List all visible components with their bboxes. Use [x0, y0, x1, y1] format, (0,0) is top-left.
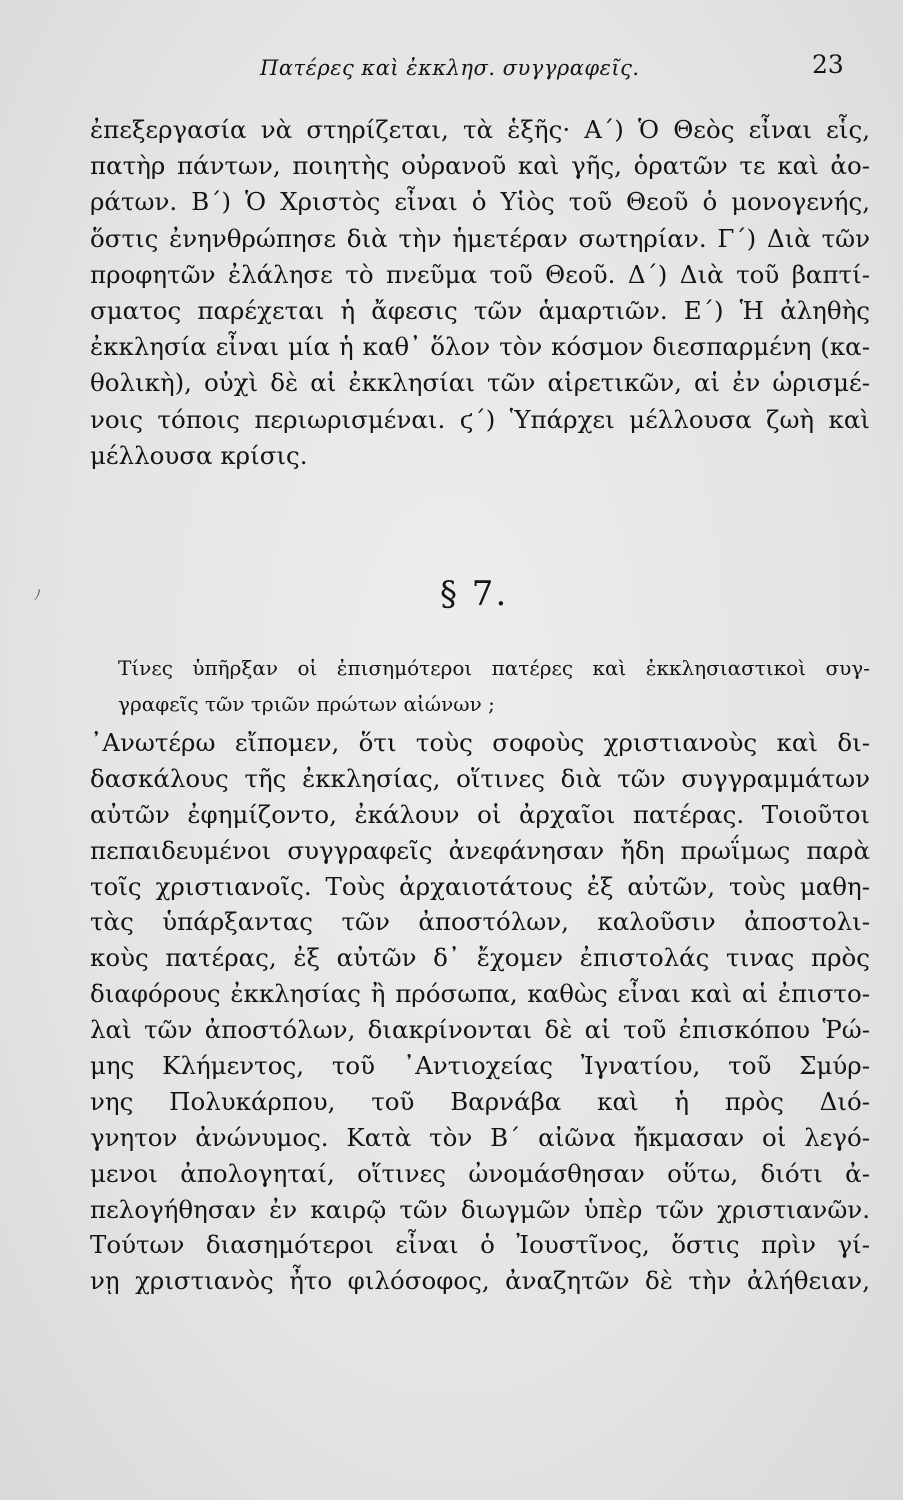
- page-header: [0, 50, 903, 90]
- text-line: νοις τόποις περιωρισμέναι. ϛ΄) Ὑπάρχει μέλλουσα ζωὴ καὶ: [90, 404, 870, 434]
- section-heading: § 7.: [440, 574, 509, 614]
- text-line: ἐπεξεργασία νὰ στηρίζεται, τὰ ἑξῆς· Α΄) Ὁ Θεὸς εἶναι εἷς,: [90, 115, 870, 144]
- text-line: μενοι ἀπολογηταί, οἵτινες ὠνομάσθησαν οὕτω, διότι ἀ-: [90, 1158, 870, 1188]
- text-line: θολικὴ), οὐχὶ δὲ αἱ ἐκκλησίαι τῶν αἱρετικῶν, αἱ ἐν ὡρισμέ-: [90, 368, 870, 398]
- margin-mark: ﾉ: [34, 588, 41, 604]
- text-line: μέλλουσα κρίσις.: [90, 440, 308, 470]
- text-line: τοῖς χριστιανοῖς. Τοὺς ἀρχαιοτάτους ἐξ αὐτῶν, τοὺς μαθη-: [90, 871, 870, 901]
- text-line: ράτων. Β΄) Ὁ Χριστὸς εἶναι ὁ Υἱὸς τοῦ Θεοῦ ὁ μονογενής,: [90, 187, 870, 217]
- page-number: 23: [812, 50, 844, 79]
- text-line: λαὶ τῶν ἀποστόλων, διακρίνονται δὲ αἱ τοῦ ἐπισκόπου Ῥώ-: [90, 1015, 870, 1045]
- question-line: Τίνες ὑπῆρξαν οἱ ἐπισημότεροι πατέρες καὶ ἐκκλησιαστικοὶ συγ-: [118, 656, 870, 680]
- text-line: νῃ χριστιανὸς ἦτο φιλόσοφος, ἀναζητῶν δὲ τὴν ἀλήθειαν,: [90, 1266, 870, 1296]
- section-question: [118, 650, 870, 722]
- text-line: γνητον ἀνώνυμος. Κατὰ τὸν Β΄ αἰῶνα ἤκμασαν οἱ λεγό-: [90, 1122, 870, 1152]
- paragraph-continuation: [90, 112, 870, 474]
- text-line: πατὴρ πάντων, ποιητὴς οὐρανοῦ καὶ γῆς, ὁρατῶν τε καὶ ἀο-: [90, 151, 870, 181]
- text-line: ἐκκλησία εἶναι μία ἡ καθ᾽ ὅλον τὸν κόσμον διεσπαρμένη (κα-: [90, 332, 870, 362]
- running-title: Πατέρες καὶ ἐκκλησ. συγγραφεῖς.: [260, 56, 640, 80]
- text-line: διαφόρους ἐκκλησίας ἢ πρόσωπα, καθὼς εἶναι καὶ αἱ ἐπιστο-: [90, 979, 870, 1009]
- text-line: κοὺς πατέρας, ἐξ αὐτῶν δ᾽ ἔχομεν ἐπιστολάς τινας πρὸς: [90, 943, 870, 973]
- text-line: νης Πολυκάρπου, τοῦ Βαρνάβα καὶ ἡ πρὸς Διό-: [90, 1086, 870, 1116]
- question-line: γραφεῖς τῶν τριῶν πρώτων αἰώνων ;: [118, 692, 495, 716]
- text-line: πελογήθησαν ἐν καιρῷ τῶν διωγμῶν ὑπὲρ τῶν χριστιανῶν.: [90, 1194, 870, 1224]
- section-body: [90, 725, 870, 1299]
- text-line: Τούτων διασημότεροι εἶναι ὁ Ἰουστῖνος, ὅστις πρὶν γί-: [90, 1230, 870, 1260]
- text-line: τὰς ὑπάρξαντας τῶν ἀποστόλων, καλοῦσιν ἀποστολι-: [90, 907, 870, 937]
- text-line: μης Κλήμεντος, τοῦ ᾽Αντιοχείας Ἰγνατίου, τοῦ Σμύρ-: [90, 1051, 870, 1081]
- text-line: ὅστις ἐνηνθρώπησε διὰ τὴν ἡμετέραν σωτηρίαν. Γ΄) Διὰ τῶν: [90, 223, 870, 253]
- text-line: προφητῶν ἐλάλησε τὸ πνεῦμα τοῦ Θεοῦ. Δ΄) Διὰ τοῦ βαπτί-: [90, 259, 870, 289]
- text-line: αὐτῶν ἐφημίζοντο, ἐκάλουν οἱ ἀρχαῖοι πατέρας. Τοιοῦτοι: [90, 799, 870, 829]
- text-line: δασκάλους τῆς ἐκκλησίας, οἵτινες διὰ τῶν συγγραμμάτων: [90, 763, 870, 793]
- text-line: ᾽Ανωτέρω εἴπομεν, ὅτι τοὺς σοφοὺς χριστιανοὺς καὶ δι-: [90, 728, 870, 757]
- text-line: πεπαιδευμένοι συγγραφεῖς ἀνεφάνησαν ἤδη πρωΐμως παρὰ: [90, 835, 870, 865]
- text-line: σματος παρέχεται ἡ ἄφεσις τῶν ἁμαρτιῶν. Ε΄) Ἡ ἀληθὴς: [90, 295, 870, 325]
